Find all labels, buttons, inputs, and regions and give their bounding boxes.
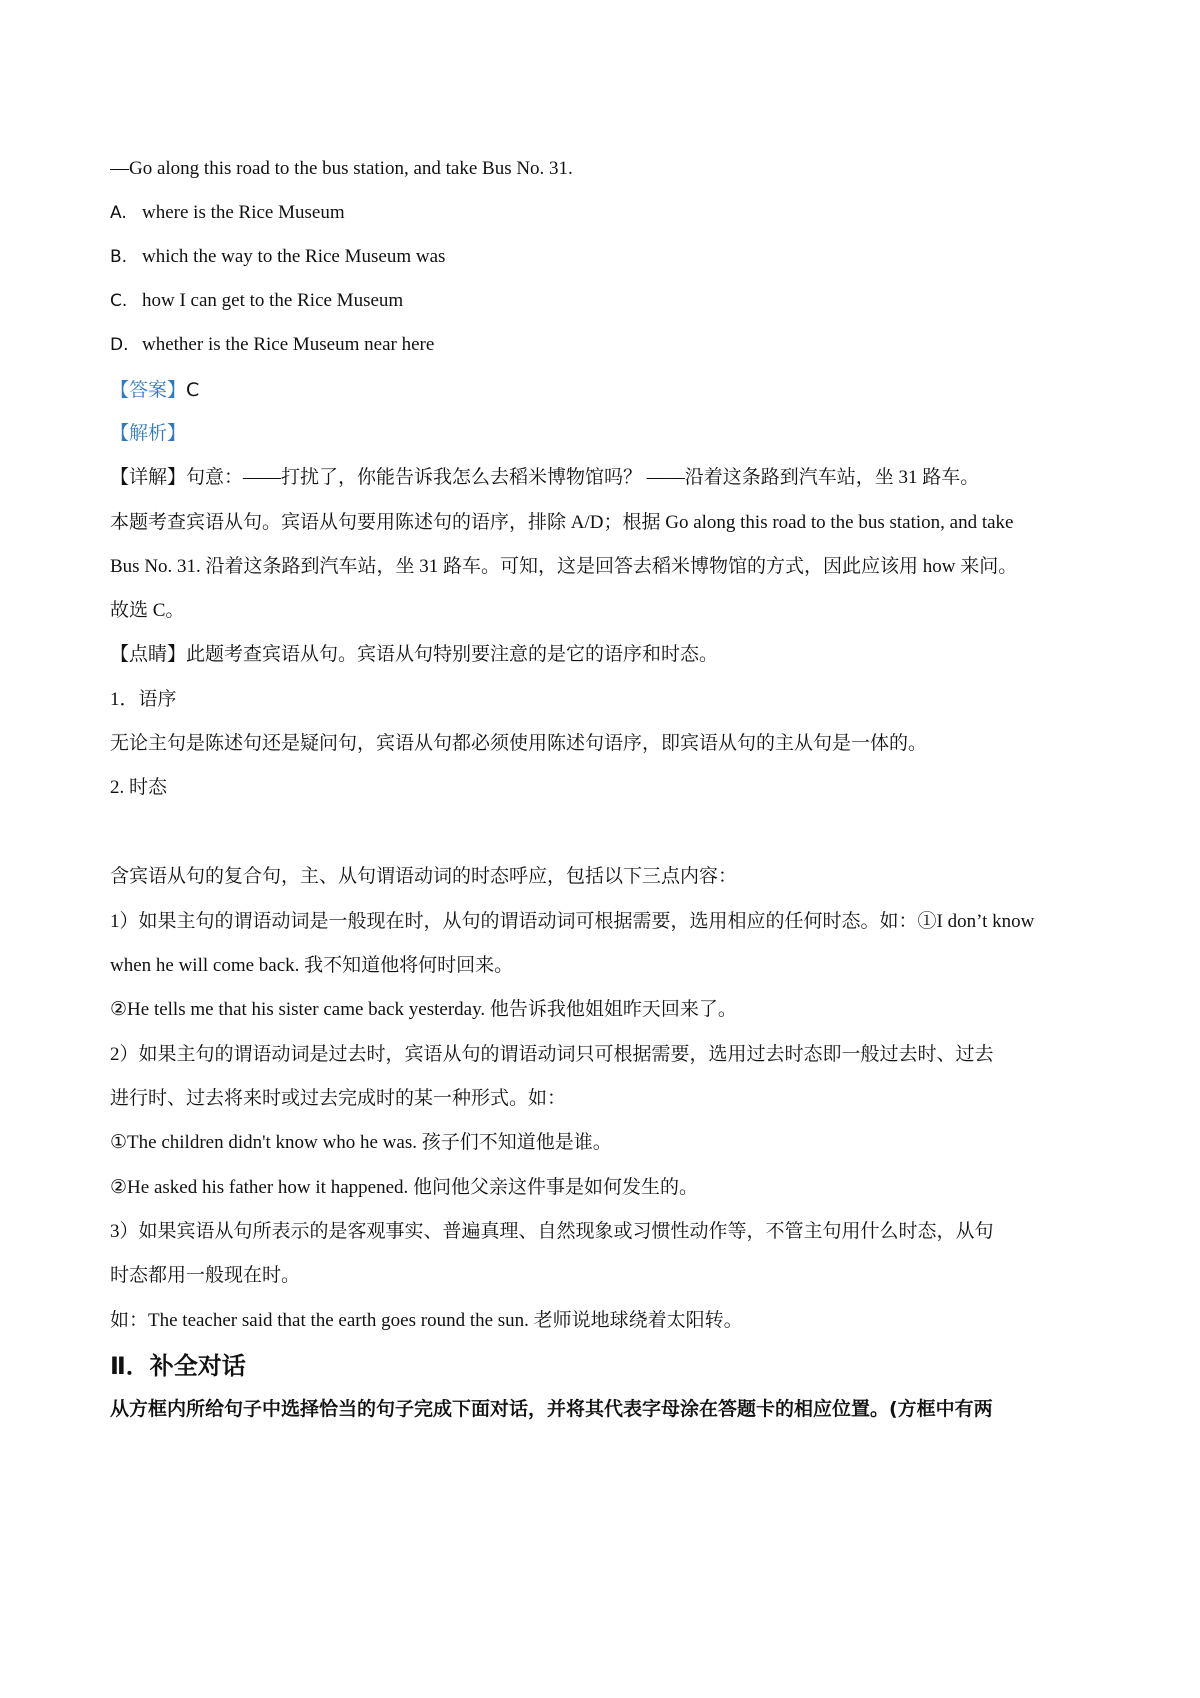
tense-line: 含宾语从句的复合句，主、从句谓语动词的时态呼应，包括以下三点内容： — [110, 866, 738, 887]
option-text: whether is the Rice Museum near here — [142, 334, 435, 355]
option-letter: B. — [110, 247, 128, 267]
detail-line: 本题考查宾语从句。宾语从句要用陈述句的语序，排除 A/D；根据 Go along this road to the bus station, and take — [110, 512, 1014, 533]
option-d — [110, 332, 1100, 358]
answer-label: 【答案】 — [110, 380, 187, 401]
tense-line: 如：The teacher said that the earth goes round the sun. 老师说地球绕着太阳转。 — [110, 1310, 743, 1331]
option-letter: D. — [110, 335, 129, 355]
option-text: where is the Rice Museum — [142, 202, 345, 223]
section-instruction: 从方框内所给句子中选择恰当的句子完成下面对话，并将其代表字母涂在答题卡的相应位置。(方框中有两 — [110, 1398, 993, 1420]
detail-line: 故选 C。 — [110, 600, 185, 621]
tense-line: 进行时、过去将来时或过去完成时的某一种形式。如： — [110, 1088, 567, 1109]
section-heading: Ⅱ．补全对话 — [110, 1352, 246, 1380]
option-letter: A. — [110, 203, 127, 223]
option-letter: C. — [110, 291, 128, 311]
tense-line: ②He asked his father how it happened. 他问他父亲这件事是如何发生的。 — [110, 1177, 698, 1198]
tense-line: 1）如果主句的谓语动词是一般现在时，从句的谓语动词可根据需要，选用相应的任何时态。如：①I don’t know — [110, 911, 1035, 932]
detail-line: 【详解】句意：——打扰了，你能告诉我怎么去稻米博物馆吗？ ——沿着这条路到汽车站，坐 31 路车。 — [110, 467, 980, 488]
analysis-label: 【解析】 — [110, 423, 187, 444]
tense-line: 3）如果宾语从句所表示的是客观事实、普遍真理、自然现象或习惯性动作等，不管主句用什么时态，从句 — [110, 1221, 994, 1242]
option-text: which the way to the Rice Museum was — [142, 246, 446, 267]
dialogue-reply-line: —Go along this road to the bus station, and take Bus No. 31. — [110, 158, 573, 179]
tense-line: ①The children didn't know who he was. 孩子们不知道他是谁。 — [110, 1132, 612, 1153]
tense-line: 2）如果主句的谓语动词是过去时，宾语从句的谓语动词只可根据需要，选用过去时态即一般过去时、过去 — [110, 1044, 994, 1065]
option-text: how I can get to the Rice Museum — [142, 290, 404, 311]
point2-title: 2. 时态 — [110, 777, 168, 798]
tense-line: 时态都用一般现在时。 — [110, 1265, 301, 1286]
answer-value: C — [186, 379, 200, 401]
option-b — [110, 244, 1100, 270]
point1-title: 1．语序 — [110, 689, 177, 710]
point1-text: 无论主句是陈述句还是疑问句，宾语从句都必须使用陈述句语序，即宾语从句的主从句是一体的。 — [110, 733, 928, 754]
option-c — [110, 288, 1100, 314]
tense-line: ②He tells me that his sister came back yesterday. 他告诉我他姐姐昨天回来了。 — [110, 999, 737, 1020]
tense-line: when he will come back. 我不知道他将何时回来。 — [110, 955, 514, 976]
analysis-heading — [110, 421, 1100, 447]
option-a — [110, 200, 1100, 226]
detail-line: Bus No. 31. 沿着这条路到汽车站，坐 31 路车。可知，这是回答去稻米博物馆的方式，因此应该用 how 来问。 — [110, 556, 1018, 577]
answer-line — [110, 377, 1100, 404]
tip-line: 【点睛】此题考查宾语从句。宾语从句特别要注意的是它的语序和时态。 — [110, 644, 719, 665]
